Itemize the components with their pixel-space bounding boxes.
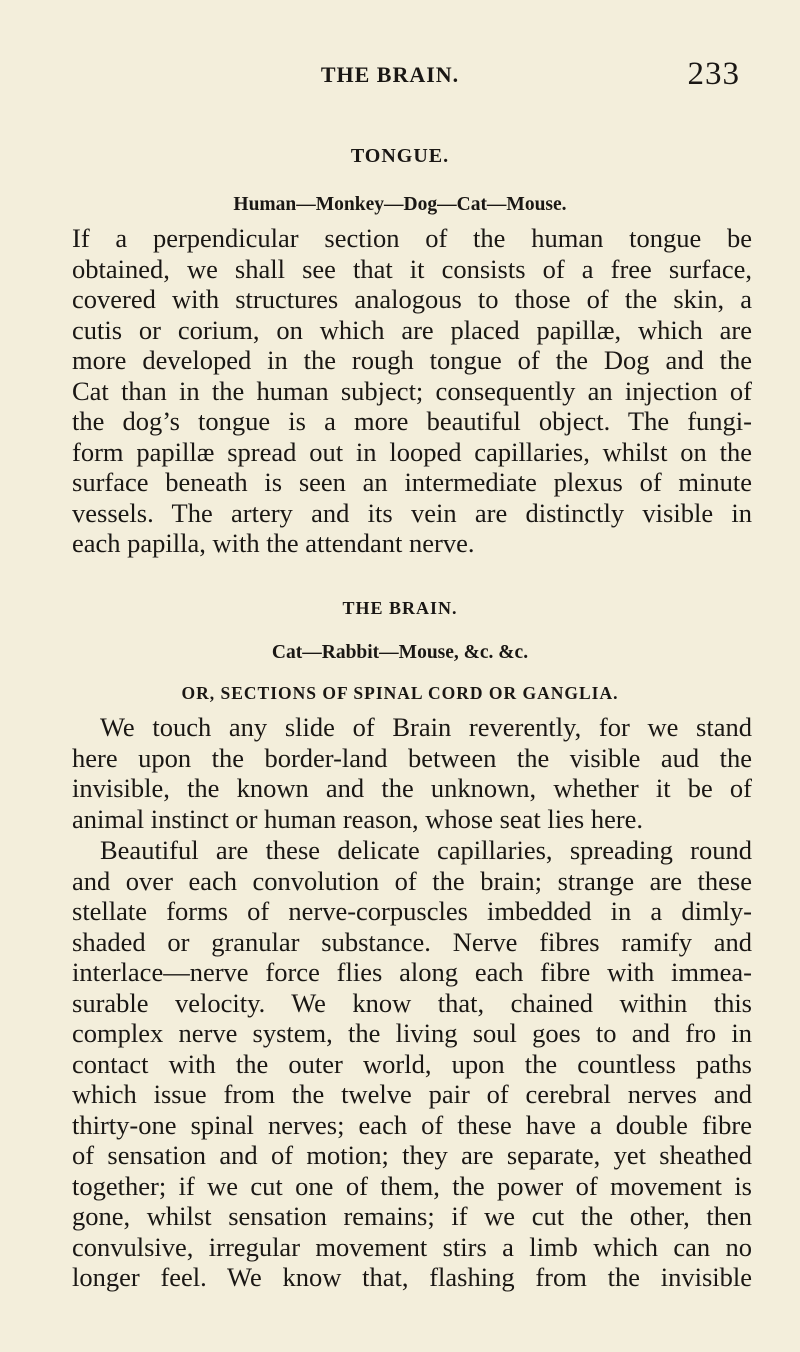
running-title: THE BRAIN. bbox=[320, 62, 460, 87]
text-line: interlace—nerve force flies along each fibre with immea- bbox=[72, 957, 752, 987]
text-line: and over each convolution of the brain; strange are these bbox=[72, 865, 752, 896]
text-line: If a perpendicular section of the human tongue be bbox=[72, 223, 752, 253]
text-line: contact with the outer world, upon the countless paths bbox=[72, 1048, 752, 1079]
text-line: each papilla, with the attendant nerve. bbox=[72, 528, 475, 558]
text-line: form papillæ spread out in looped capillaries, whilst on the bbox=[72, 436, 752, 467]
alt-heading-brain: OR, SECTIONS OF SPINAL CORD OR GANGLIA. bbox=[181, 683, 619, 703]
text-line: complex nerve system, the living soul goes to and fro in bbox=[72, 1018, 752, 1048]
text-line: Cat than in the human subject; consequently an injection of bbox=[72, 375, 752, 406]
text-line: surface beneath is seen an intermediate plexus of minute bbox=[72, 467, 752, 497]
text-line: convulsive, irregular movement stirs a limb which can no bbox=[72, 1231, 752, 1262]
text-line: of sensation and of motion; they are separate, yet sheathed bbox=[72, 1140, 752, 1170]
text-line: cutis or corium, on which are placed papillæ, which are bbox=[72, 314, 752, 345]
section-heading-tongue: TONGUE. bbox=[350, 145, 450, 167]
text-line: vessels. The artery and its vein are distinctly visible in bbox=[72, 497, 752, 528]
subjects-tongue: Human—Monkey—Dog—Cat—Mouse. bbox=[233, 194, 567, 215]
text-line: here upon the border-land between the visible aud the bbox=[72, 742, 752, 773]
text-line: animal instinct or human reason, whose seat lies here. bbox=[72, 803, 644, 834]
text-line: invisible, the known and the unknown, whether it be of bbox=[72, 773, 752, 803]
paragraph-brain-2 bbox=[72, 835, 752, 1293]
text-line: stellate forms of nerve-corpuscles imbedded in a dimly- bbox=[72, 896, 752, 926]
section-heading-brain: THE BRAIN. bbox=[342, 598, 458, 618]
text-line: covered with structures analogous to those of the skin, a bbox=[72, 284, 752, 314]
text-line: obtained, we shall see that it consists of a free surface, bbox=[72, 253, 752, 284]
text-line: shaded or granular substance. Nerve fibres ramify and bbox=[72, 926, 752, 957]
text-line: together; if we cut one of them, the power of movement is bbox=[72, 1170, 752, 1201]
subjects-brain: Cat—Rabbit—Mouse, &c. &c. bbox=[271, 642, 529, 663]
page-number: 233 bbox=[687, 56, 740, 92]
paragraph-brain-1 bbox=[72, 712, 752, 834]
paragraph-tongue bbox=[72, 223, 752, 559]
text-line: more developed in the rough tongue of the Dog and the bbox=[72, 345, 752, 375]
text-line: the dog’s tongue is a more beautiful object. The fungi- bbox=[72, 406, 752, 436]
text-line: thirty-one spinal nerves; each of these have a double fibre bbox=[72, 1109, 752, 1140]
text-line: longer feel. We know that, flashing from the invisible bbox=[72, 1262, 752, 1292]
text-line: surable velocity. We know that, chained within this bbox=[72, 987, 752, 1018]
text-line: Beautiful are these delicate capillaries, spreading round bbox=[100, 835, 752, 865]
text-line: which issue from the twelve pair of cerebral nerves and bbox=[72, 1079, 752, 1109]
text-line: gone, whilst sensation remains; if we cut the other, then bbox=[72, 1201, 752, 1231]
running-head bbox=[40, 58, 740, 98]
text-line: We touch any slide of Brain reverently, for we stand bbox=[100, 712, 752, 742]
